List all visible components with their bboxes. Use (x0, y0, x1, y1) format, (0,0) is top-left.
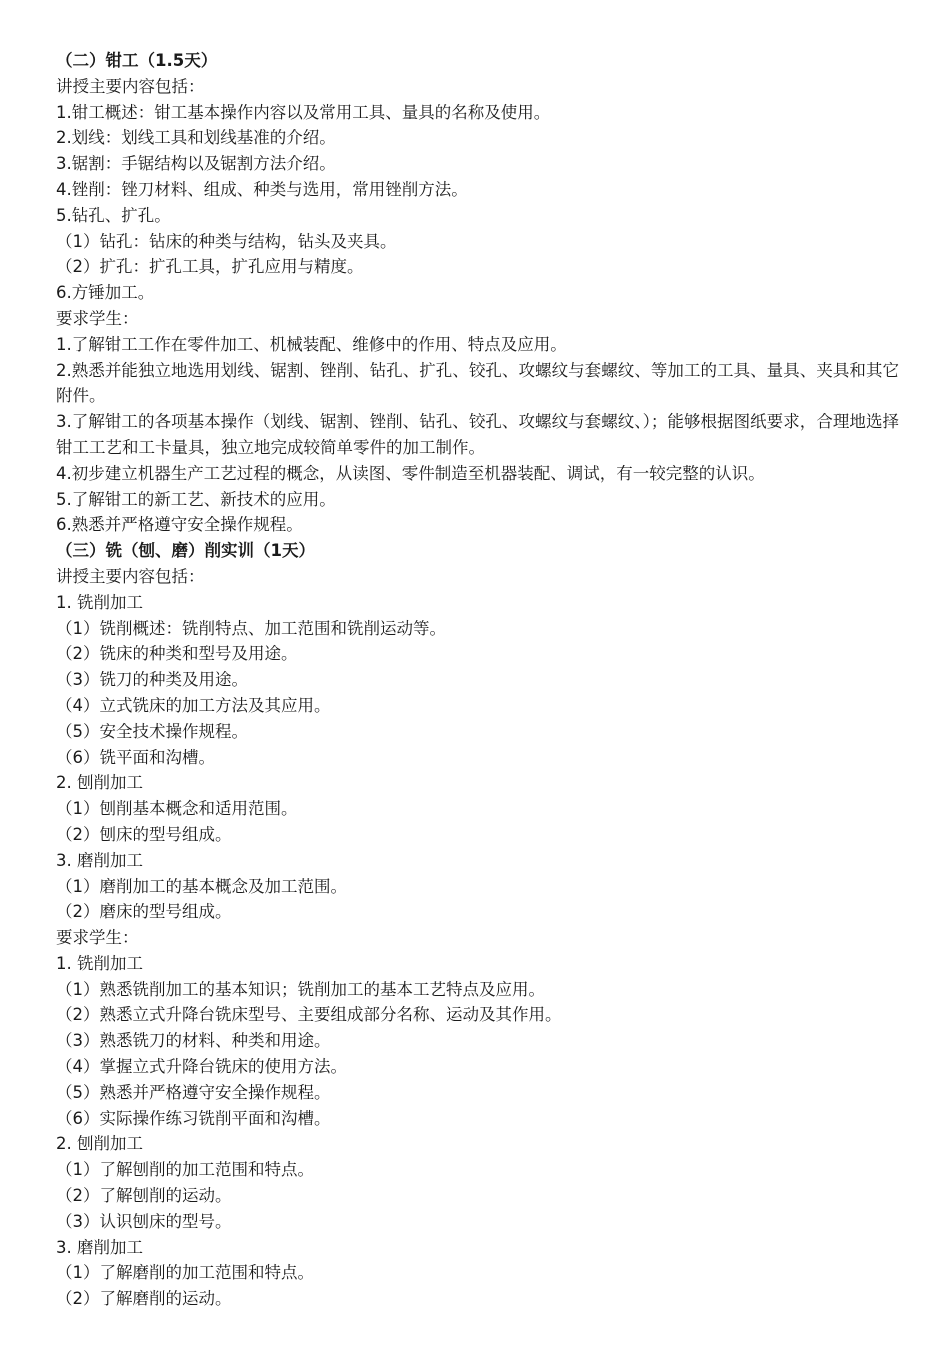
document-line: （1）熟悉铣削加工的基本知识；铣削加工的基本工艺特点及应用。 (56, 979, 545, 999)
document-line: 2.划线：划线工具和划线基准的介绍。 (56, 128, 336, 148)
document-line: 1. 铣削加工 (56, 592, 143, 612)
document-line: 3.锯割：手锯结构以及锯割方法介绍。 (56, 154, 336, 174)
document-line: 5.钻孔、扩孔。 (56, 205, 171, 225)
document-line: （2）扩孔：扩孔工具，扩孔应用与精度。 (56, 257, 364, 277)
document-line: （2）铣床的种类和型号及用途。 (56, 644, 298, 664)
document-line: （4）立式铣床的加工方法及其应用。 (56, 695, 331, 715)
document-line: （6）实际操作练习铣削平面和沟槽。 (56, 1108, 331, 1128)
document-line: （6）铣平面和沟槽。 (56, 747, 215, 767)
document-line: （1）了解刨削的加工范围和特点。 (56, 1160, 314, 1180)
document-line: 2. 刨削加工 (56, 773, 143, 793)
document-line: （2）了解刨削的运动。 (56, 1186, 232, 1206)
document-line: （4）掌握立式升降台铣床的使用方法。 (56, 1057, 347, 1077)
document-line: 4.锉削：锉刀材料、组成、种类与选用，常用锉削方法。 (56, 179, 468, 199)
document-line: 4.初步建立机器生产工艺过程的概念，从读图、零件制造至机器装配、调试，有一较完整的认识。 (56, 463, 765, 483)
document-line: 讲授主要内容包括： (56, 566, 205, 586)
document-line: （2）了解磨削的运动。 (56, 1289, 232, 1309)
document-line: 1.了解钳工工作在零件加工、机械装配、维修中的作用、特点及应用。 (56, 334, 567, 354)
document-line: （3）认识刨床的型号。 (56, 1211, 232, 1231)
document-line: （1）刨削基本概念和适用范围。 (56, 799, 298, 819)
document-line: 要求学生： (56, 308, 139, 328)
document-line: 要求学生： (56, 928, 139, 948)
document-line: 6.熟悉并严格遵守安全操作规程。 (56, 515, 303, 535)
document-line: （1）了解磨削的加工范围和特点。 (56, 1263, 314, 1283)
document-line: （2）熟悉立式升降台铣床型号、主要组成部分名称、运动及其作用。 (56, 1005, 562, 1025)
document-line: （5）安全技术操作规程。 (56, 721, 248, 741)
document-line: 5.了解钳工的新工艺、新技术的应用。 (56, 489, 336, 509)
document-line: 讲授主要内容包括： (56, 76, 205, 96)
document-line: （1）磨削加工的基本概念及加工范围。 (56, 876, 347, 896)
document-line: 1.钳工概述：钳工基本操作内容以及常用工具、量具的名称及使用。 (56, 102, 551, 122)
document-line: （3）铣刀的种类及用途。 (56, 670, 248, 690)
document-line: 3. 磨削加工 (56, 850, 143, 870)
document-line: （3）熟悉铣刀的材料、种类和用途。 (56, 1031, 331, 1051)
section-heading: （三）铣（刨、磨）削实训（1天） (56, 541, 315, 561)
document-line: （1）钻孔：钻床的种类与结构，钻头及夹具。 (56, 231, 397, 251)
document-line: 2.熟悉并能独立地选用划线、锯割、锉削、钻孔、扩孔、铰孔、攻螺纹与套螺纹、等加工的工具、量具、夹具和其它附件。 (56, 360, 899, 406)
document-line: （1）铣削概述：铣削特点、加工范围和铣削运动等。 (56, 618, 446, 638)
document-line: 6.方锤加工。 (56, 283, 155, 303)
document-line: 3.了解钳工的各项基本操作（划线、锯割、锉削、钻孔、铰孔、攻螺纹与套螺纹、）；能够根据图纸要求，合理地选择钳工工艺和工卡量具，独立地完成较简单零件的加工制作。 (56, 412, 899, 457)
document-line: 1. 铣削加工 (56, 953, 143, 973)
document-line: （2）刨床的型号组成。 (56, 824, 232, 844)
document-line: （5）熟悉并严格遵守安全操作规程。 (56, 1082, 331, 1102)
document-line: 2. 刨削加工 (56, 1134, 143, 1154)
document-line: 3. 磨削加工 (56, 1237, 143, 1257)
document-line: （2）磨床的型号组成。 (56, 902, 232, 922)
section-heading: （二）钳工（1.5天） (56, 51, 218, 70)
